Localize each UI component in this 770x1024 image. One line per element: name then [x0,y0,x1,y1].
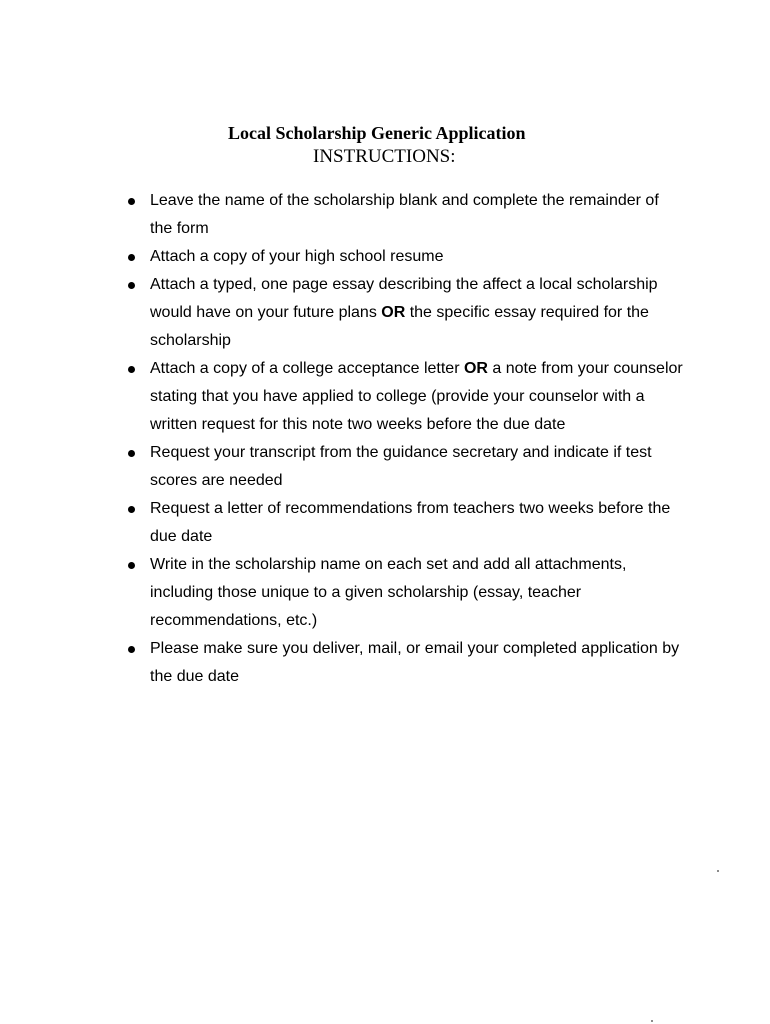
instruction-text: Write in the scholarship name on each set and add all attachments, including those unique to a given scholarship (essay, teacher recommendations, etc.) [150,556,627,629]
instruction-item [124,243,684,271]
bullet-icon [128,366,135,373]
document-subtitle: INSTRUCTIONS: [313,146,456,167]
instruction-item [124,635,684,691]
instruction-text: Request your transcript from the guidance secretary and indicate if test scores are needed [150,444,652,489]
instructions-list [124,187,684,691]
emphasis-or: OR [381,304,406,321]
bullet-icon [128,450,135,457]
instruction-text: the specific essay required for the scholarship [150,304,649,349]
instruction-item [124,551,684,635]
scan-speck [651,1020,653,1022]
emphasis-or: OR [463,360,488,377]
instruction-item [124,495,684,551]
scan-speck [717,870,719,872]
instruction-text: Request a letter of recommendations from teachers two weeks before the due date [150,500,671,545]
instruction-text: Attach a copy of your high school resume [150,248,444,265]
bullet-icon [128,198,135,205]
instruction-item [124,187,684,243]
bullet-icon [128,254,135,261]
instruction-text: Leave the name of the scholarship blank and complete the remainder of the form [150,192,659,237]
instruction-text: Attach a copy of a college acceptance letter [150,360,464,377]
instruction-text: Attach a typed, one page essay describing the affect a local scholarship would have on your future plans [150,276,658,321]
instruction-text: Please make sure you deliver, mail, or email your completed application by the due date [150,640,680,685]
instruction-text: a note from your counselor stating that you have applied to college (provide your counselor with a written request for this note two weeks before the due date [150,360,683,433]
instruction-item [124,355,684,439]
bullet-icon [128,562,135,569]
instruction-item [124,439,684,495]
bullet-icon [128,646,135,653]
bullet-icon [128,282,135,289]
instruction-item [124,271,684,355]
bullet-icon [128,506,135,513]
document-title: Local Scholarship Generic Application [228,123,526,143]
